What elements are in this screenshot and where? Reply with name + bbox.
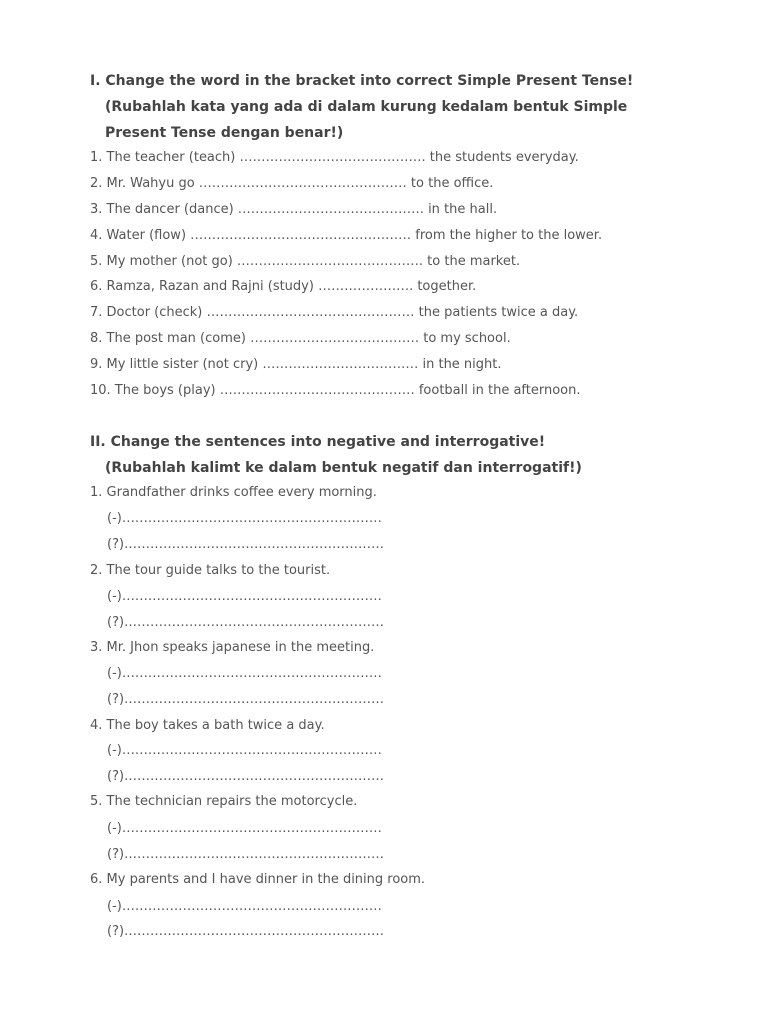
negative-answer-line: (-)…………………………………………………… bbox=[107, 666, 382, 681]
interrogative-answer-line: (?)…………………………………………………… bbox=[107, 692, 385, 707]
exercise-1-item: 3. The dancer (dance) ……………………………………. in the hall. bbox=[90, 202, 498, 217]
exercise-1-item: 9. My little sister (not cry) ……………………………… in the night. bbox=[90, 357, 502, 372]
exercise-1-item: 1. The teacher (teach) ……………………………………. the students everyday. bbox=[90, 150, 579, 165]
interrogative-answer-line: (?)…………………………………………………… bbox=[107, 537, 385, 552]
section-2-heading bbox=[90, 429, 582, 481]
interrogative-answer-line: (?)…………………………………………………… bbox=[107, 924, 385, 939]
section-2-title: II. Change the sentences into negative and interrogative! bbox=[90, 434, 546, 450]
exercise-2-sentence: 1. Grandfather drinks coffee every morning. bbox=[90, 485, 377, 500]
interrogative-answer-line: (?)…………………………………………………… bbox=[107, 769, 385, 784]
section-1-subtitle-line-2: Present Tense dengan benar!) bbox=[105, 125, 344, 141]
exercise-1-item: 10. The boys (play) ……………………………………… football in the afternoon. bbox=[90, 383, 581, 398]
section-1-heading bbox=[90, 68, 633, 146]
exercise-1-item: 7. Doctor (check) ………………………………………… the patients twice a day. bbox=[90, 305, 579, 320]
exercise-1-item: 2. Mr. Wahyu go ………………………………………… to the office. bbox=[90, 176, 494, 191]
exercise-2-sentence: 3. Mr. Jhon speaks japanese in the meeting. bbox=[90, 640, 375, 655]
negative-answer-line: (-)…………………………………………………… bbox=[107, 743, 382, 758]
exercise-1-item: 5. My mother (not go) ……………………………………. to the market. bbox=[90, 254, 521, 269]
exercise-2-sentence: 6. My parents and I have dinner in the dining room. bbox=[90, 872, 426, 887]
section-2-subtitle: (Rubahlah kalimt ke dalam bentuk negatif dan interrogatif!) bbox=[105, 460, 582, 476]
negative-answer-line: (-)…………………………………………………… bbox=[107, 511, 382, 526]
exercise-2-sentence: 5. The technician repairs the motorcycle. bbox=[90, 794, 358, 809]
negative-answer-line: (-)…………………………………………………… bbox=[107, 821, 382, 836]
section-1-subtitle-line-1: (Rubahlah kata yang ada di dalam kurung kedalam bentuk Simple bbox=[105, 99, 628, 115]
section-1-title: I. Change the word in the bracket into correct Simple Present Tense! bbox=[90, 73, 634, 89]
exercise-2-sentence: 4. The boy takes a bath twice a day. bbox=[90, 718, 325, 733]
exercise-1-item: 6. Ramza, Razan and Rajni (study) …………………. together. bbox=[90, 279, 477, 294]
interrogative-answer-line: (?)…………………………………………………… bbox=[107, 847, 385, 862]
exercise-1-item: 4. Water (flow) …………………………………………… from the higher to the lower. bbox=[90, 228, 603, 243]
interrogative-answer-line: (?)…………………………………………………… bbox=[107, 615, 385, 630]
negative-answer-line: (-)…………………………………………………… bbox=[107, 899, 382, 914]
exercise-1-item: 8. The post man (come) ………………………………… to my school. bbox=[90, 331, 511, 346]
negative-answer-line: (-)…………………………………………………… bbox=[107, 589, 382, 604]
exercise-2-sentence: 2. The tour guide talks to the tourist. bbox=[90, 563, 331, 578]
